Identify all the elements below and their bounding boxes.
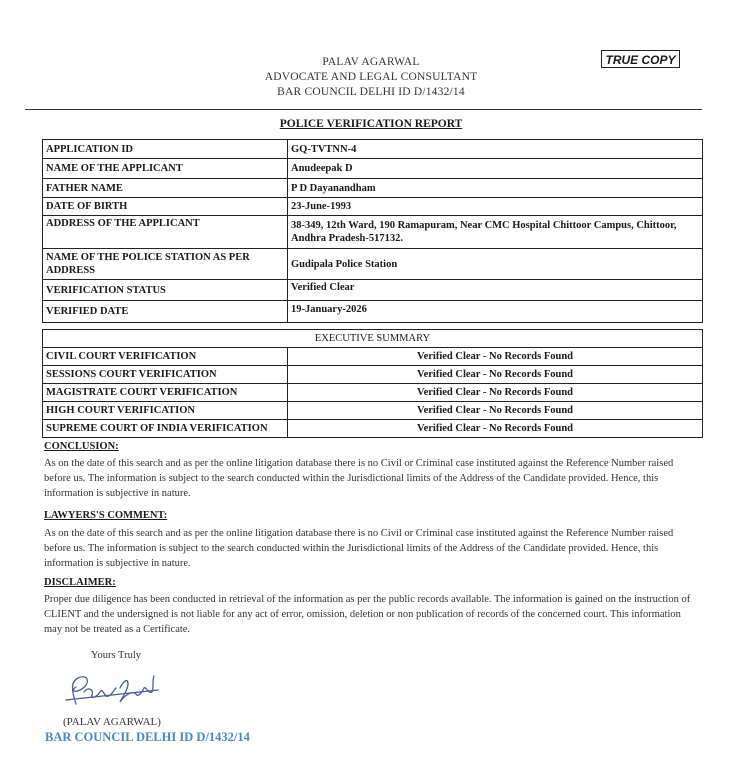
detail-value: Anudeepak D (288, 159, 703, 179)
detail-value: GQ-TVTNN-4 (288, 140, 703, 159)
table-row (43, 301, 703, 323)
table-row (43, 330, 703, 348)
detail-label: NAME OF THE POLICE STATION AS PER ADDRESS (43, 249, 288, 280)
table-row (43, 159, 703, 179)
conclusion-text: As on the date of this search and as per the online litigation database there is no Civil or Criminal case instituted against the Reference Number raised before us. The information is subject to the search conducted within the Jurisdictional limits of the Address of the Candidate provided. Hence, this information is subjective in nature. (44, 458, 674, 499)
detail-label: ADDRESS OF THE APPLICANT (43, 216, 288, 249)
lawyers-comment-heading: LAWYERS'S COMMENT: (44, 510, 168, 521)
detail-label: NAME OF THE APPLICANT (43, 159, 288, 179)
detail-value: Verified Clear (288, 280, 703, 301)
summary-label: SESSIONS COURT VERIFICATION (43, 366, 288, 384)
table-row (43, 384, 703, 402)
summary-label: HIGH COURT VERIFICATION (43, 402, 288, 420)
table-row (43, 420, 703, 438)
detail-value: 23-June-1993 (288, 198, 703, 216)
signatory-bar-id: BAR COUNCIL DELHI ID D/1432/14 (45, 730, 250, 744)
detail-label: FATHER NAME (43, 179, 288, 198)
lawyers-comment-text: As on the date of this search and as per the online litigation database there is no Civil or Criminal case instituted against the Reference Number raised before us. The information is subject to the search conducted within the Jurisdictional limits of the Address of the Candidate provided. Hence, this information is subjective in nature. (44, 528, 674, 569)
disclaimer-heading: DISCLAIMER: (44, 577, 116, 588)
detail-value: 38-349, 12th Ward, 190 Ramapuram, Near CMC Hospital Chittoor Campus, Chittoor, Andhra Pradesh-517132. (288, 216, 703, 249)
summary-label: SUPREME COURT OF INDIA VERIFICATION (43, 420, 288, 438)
closing-text: Yours Truly (91, 650, 142, 661)
table-row (43, 140, 703, 159)
table-row (43, 198, 703, 216)
detail-value: P D Dayanandham (288, 179, 703, 198)
summary-heading: EXECUTIVE SUMMARY (43, 330, 703, 348)
report-title: POLICE VERIFICATION REPORT (279, 118, 463, 130)
table-row (43, 249, 703, 280)
signature-image (62, 670, 172, 712)
detail-label: VERIFICATION STATUS (43, 280, 288, 301)
header-divider (25, 109, 702, 110)
table-row (43, 216, 703, 249)
detail-label: APPLICATION ID (43, 140, 288, 159)
true-copy-stamp: TRUE COPY (601, 50, 680, 68)
conclusion-heading: CONCLUSION: (44, 441, 119, 452)
summary-value: Verified Clear - No Records Found (288, 384, 703, 402)
detail-label: VERIFIED DATE (43, 301, 288, 323)
detail-value: 19-January-2026 (288, 301, 703, 323)
table-row (43, 280, 703, 301)
summary-value: Verified Clear - No Records Found (288, 348, 703, 366)
signatory-name: (PALAV AGARWAL) (63, 716, 161, 728)
summary-label: CIVIL COURT VERIFICATION (43, 348, 288, 366)
disclaimer-text: Proper due diligence has been conducted in retrieval of the information as per the public records available. The information is gained on the instruction of CLIENT and the undersigned is not liable for any act of error, omission, deletion or non publication of records of the concerned court. This information may not be treated as a Certificate. (44, 594, 691, 635)
summary-value: Verified Clear - No Records Found (288, 366, 703, 384)
table-row (43, 348, 703, 366)
detail-value: Gudipala Police Station (288, 249, 703, 280)
advocate-bar-id: BAR COUNCIL DELHI ID D/1432/14 (277, 86, 465, 98)
summary-label: MAGISTRATE COURT VERIFICATION (43, 384, 288, 402)
advocate-title: ADVOCATE AND LEGAL CONSULTANT (264, 71, 478, 83)
advocate-name: PALAV AGARWAL (322, 56, 420, 68)
summary-value: Verified Clear - No Records Found (288, 402, 703, 420)
table-row (43, 402, 703, 420)
summary-value: Verified Clear - No Records Found (288, 420, 703, 438)
table-row (43, 366, 703, 384)
detail-label: DATE OF BIRTH (43, 198, 288, 216)
applicant-details-table (42, 139, 703, 323)
executive-summary-table (42, 329, 703, 438)
table-row (43, 179, 703, 198)
